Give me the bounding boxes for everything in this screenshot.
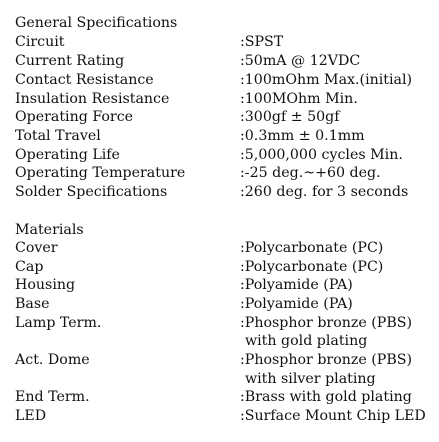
spec-value: :260 deg. for 3 seconds (240, 184, 409, 200)
spec-row-operating-temperature (0, 164, 439, 182)
material-value: :Polyamide (PA) (240, 296, 353, 312)
spec-row-contact-resistance (0, 71, 439, 89)
spec-label: Operating Temperature (15, 165, 186, 181)
spec-value: :300gf ± 50gf (240, 109, 340, 125)
material-label: Housing (15, 277, 76, 293)
spec-value: :0.3mm ± 0.1mm (240, 128, 365, 144)
material-continuation: with gold plating (245, 333, 368, 349)
material-value: :Phosphor bronze (PBS) (240, 315, 413, 331)
spec-row-circuit (0, 33, 439, 51)
spec-value: :100MOhm Min. (240, 91, 358, 107)
spec-label: Current Rating (15, 53, 125, 69)
spec-value: :-25 deg.~+60 deg. (240, 165, 381, 181)
material-row-end-term (0, 388, 439, 406)
material-row-act-dome (0, 351, 439, 369)
material-label: Cover (15, 240, 58, 256)
material-label: LED (15, 408, 47, 424)
material-value: :Polycarbonate (PC) (240, 240, 384, 256)
material-value: :Polycarbonate (PC) (240, 259, 384, 275)
materials-heading: Materials (15, 222, 84, 238)
material-label: Lamp Term. (15, 315, 102, 331)
spec-value: :SPST (240, 34, 284, 50)
spec-value: :100mOhm Max.(initial) (240, 72, 413, 88)
material-row-cover (0, 239, 439, 257)
material-label: Base (15, 296, 50, 312)
spec-label: Contact Resistance (15, 72, 154, 88)
material-value: :Polyamide (PA) (240, 277, 353, 293)
material-row-lamp-term (0, 314, 439, 332)
spec-label: Total Travel (15, 128, 101, 144)
material-value: :Brass with gold plating (240, 389, 412, 405)
spec-row-total-travel (0, 127, 439, 145)
material-value: :Surface Mount Chip LED (240, 408, 426, 424)
material-label: End Term. (15, 389, 90, 405)
material-continuation: with silver plating (245, 371, 376, 387)
general-specifications-heading: General Specifications (15, 15, 178, 31)
material-label: Act. Dome (15, 352, 90, 368)
spec-row-operating-life (0, 146, 439, 164)
spec-row-operating-force (0, 108, 439, 126)
spec-label: Insulation Resistance (15, 91, 170, 107)
spec-label: Operating Life (15, 147, 120, 163)
spec-row-solder-specifications (0, 183, 439, 201)
material-row-cap (0, 258, 439, 276)
spec-label: Solder Specifications (15, 184, 168, 200)
spec-value: :50mA @ 12VDC (240, 53, 361, 69)
spec-value: :5,000,000 cycles Min. (240, 147, 403, 163)
material-row-housing (0, 276, 439, 294)
material-row-led (0, 407, 439, 425)
material-row-base (0, 295, 439, 313)
spec-row-current-rating (0, 52, 439, 70)
spec-label: Operating Force (15, 109, 134, 125)
spec-row-insulation-resistance (0, 90, 439, 108)
material-value: :Phosphor bronze (PBS) (240, 352, 413, 368)
material-label: Cap (15, 259, 44, 275)
spec-label: Circuit (15, 34, 65, 50)
